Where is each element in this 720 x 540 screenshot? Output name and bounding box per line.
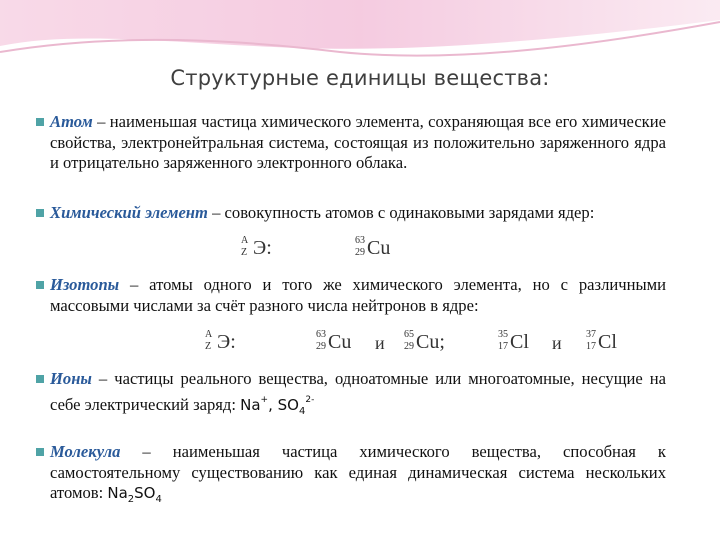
list-item-element xyxy=(50,203,666,224)
term-isotopes: Изотопы xyxy=(50,275,120,294)
list-item-molecule xyxy=(50,442,666,511)
definition-element: – совокупность атомов с одинаковыми зарядами ядер: xyxy=(207,203,595,222)
list-item-atom xyxy=(50,112,666,174)
definition-isotopes: – атомы одного и того же химического элемента, но с различными массовыми числами за счёт разного числа нейтронов в ядре: xyxy=(50,275,666,315)
term-element: Химический элемент xyxy=(50,203,208,222)
list-item-ions xyxy=(50,369,666,422)
formula-na2so4: $Na_2SO_4$ xyxy=(107,484,162,506)
bullet-icon xyxy=(36,281,44,289)
term-ions: Ионы xyxy=(50,369,92,388)
conjunction-and: и xyxy=(552,333,562,353)
bullet-icon xyxy=(36,375,44,383)
list-item-isotopes xyxy=(50,275,666,316)
definition-molecule: – наименьшая частица химического вещества, способная к самостоятельному существованию как единая динамическая система нескольких атомов: xyxy=(50,442,666,503)
term-molecule: Молекула xyxy=(50,442,121,461)
formula-na-ion: Na+, $SO_4^{2-}$ xyxy=(240,394,315,417)
header-decoration xyxy=(0,0,720,120)
bullet-icon xyxy=(36,209,44,217)
term-atom: Атом xyxy=(50,112,93,131)
bullet-icon xyxy=(36,118,44,126)
definition-atom: – наименьшая частица химического элемента, сохраняющая все его химические свойства, электронейтральная система, состоящая из положительно заряженного ядра и отрицательно заряженного электронного облака. xyxy=(50,112,666,173)
conjunction-and: и xyxy=(375,333,385,353)
definition-ions: – частицы реального вещества, одноатомные или многоатомные, несущие на себе электрический заряд: xyxy=(50,369,666,414)
page-title: Структурные единицы вещества: xyxy=(170,66,550,90)
bullet-icon xyxy=(36,448,44,456)
